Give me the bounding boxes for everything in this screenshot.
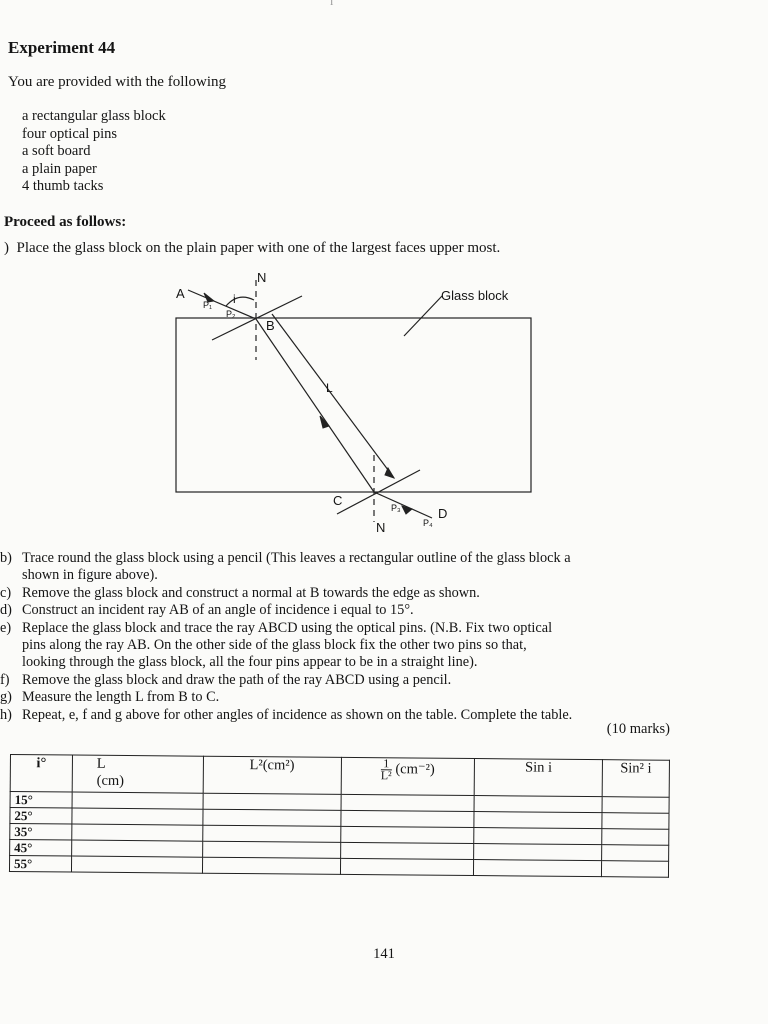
- l-squared-cell[interactable]: [203, 809, 341, 826]
- arrow-l: [385, 468, 394, 478]
- angle-cell: 15°: [10, 792, 72, 809]
- header-length: L (cm): [72, 755, 203, 793]
- sin-cell[interactable]: [474, 828, 602, 845]
- label-p1: P₁: [203, 300, 213, 310]
- step-marker: d): [0, 602, 12, 619]
- list-item: a plain paper: [22, 160, 97, 177]
- length-cell[interactable]: [72, 840, 203, 857]
- header-sin-i: Sin i: [474, 759, 602, 797]
- header-angle: i°: [10, 755, 72, 793]
- list-item: [0, 567, 572, 584]
- l-squared-cell[interactable]: [202, 857, 340, 874]
- step-marker: c): [0, 584, 12, 601]
- marks-label: (10 marks): [606, 721, 670, 737]
- list-item: [0, 550, 572, 567]
- list-item: [0, 602, 572, 619]
- step-text: pins along the ray AB. On the other side of the glass block fix the other two pins so that,: [22, 637, 527, 654]
- sin-cell[interactable]: [474, 812, 602, 829]
- label-b: B: [266, 318, 275, 333]
- step-text: Repeat, e, f and g above for other angles of incidence as shown on the table. Complete the table.: [22, 706, 573, 723]
- sin-cell[interactable]: [474, 860, 602, 877]
- angle-cell: 45°: [10, 840, 72, 857]
- length-cell[interactable]: [72, 792, 203, 809]
- length-cell[interactable]: [72, 824, 203, 841]
- header-inverse-l-squared: $\frac{1}{\text{L²}}$ (cm⁻²): [341, 757, 475, 795]
- label-p2: P₂: [226, 309, 236, 319]
- inverse-cell[interactable]: [340, 810, 474, 827]
- label-c: C: [333, 493, 343, 508]
- inverse-cell[interactable]: [340, 842, 474, 859]
- proceed-heading: Proceed as follows:: [4, 214, 127, 230]
- glass-block-leader: [404, 296, 442, 336]
- list-item: [0, 707, 572, 724]
- step-text: Replace the glass block and trace the ray ABCD using the optical pins. (N.B. Fix two optical: [22, 619, 553, 636]
- label-i: i: [233, 292, 236, 306]
- experiment-title: Experiment 44: [8, 38, 116, 57]
- step-text: Construct an incident ray AB of an angle of incidence i equal to 15°.: [22, 602, 414, 619]
- step-marker: f): [0, 671, 10, 688]
- sin-cell[interactable]: [474, 796, 602, 813]
- refracted-ray: [256, 319, 374, 492]
- step-text: looking through the glass block, all the four pins appear to be in a straight line).: [22, 654, 478, 671]
- step-text: Trace round the glass block using a pencil (This leaves a rectangular outline of the glass block a: [22, 550, 571, 566]
- step-text: Remove the glass block and construct a normal at B towards the edge as shown.: [22, 584, 480, 601]
- list-item: 4 thumb tacks: [22, 178, 104, 194]
- sin-squared-cell[interactable]: [602, 797, 669, 814]
- label-a: A: [176, 286, 185, 301]
- list-item: four optical pins: [22, 125, 118, 142]
- inverse-cell[interactable]: [341, 794, 475, 811]
- label-p3: P₃: [391, 503, 401, 513]
- step-marker: g): [0, 689, 12, 706]
- list-item: [0, 585, 572, 602]
- arrow-cd: [402, 506, 412, 514]
- step-text: Measure the length L from B to C.: [22, 689, 220, 706]
- list-item: [0, 689, 572, 706]
- length-cell[interactable]: [72, 808, 203, 825]
- length-L-line: [272, 314, 394, 478]
- header-l-squared: L²(cm²): [203, 756, 341, 794]
- list-item: [0, 654, 572, 671]
- step-marker: ): [4, 240, 9, 256]
- length-cell[interactable]: [71, 856, 202, 873]
- label-l: L: [326, 381, 333, 395]
- step-text: Place the glass block on the plain paper with one of the largest faces upper most.: [16, 240, 501, 256]
- label-d: D: [438, 506, 448, 521]
- angle-cell: 25°: [10, 808, 72, 825]
- angle-cell: 55°: [9, 856, 71, 873]
- l-squared-cell[interactable]: [202, 825, 340, 842]
- step-marker: b): [0, 550, 12, 566]
- list-item: a soft board: [22, 143, 91, 159]
- label-p4: P₄: [423, 518, 433, 528]
- sin-squared-cell[interactable]: [601, 861, 668, 878]
- l-squared-cell[interactable]: [202, 841, 340, 858]
- arrow-bc: [320, 416, 329, 428]
- sin-cell[interactable]: [474, 844, 602, 861]
- list-item: a rectangular glass block: [22, 108, 166, 124]
- angle-arc: [226, 297, 254, 306]
- results-table: [9, 754, 670, 878]
- l-squared-cell[interactable]: [203, 793, 341, 810]
- label-glass-block: Glass block: [441, 288, 509, 303]
- intro-text: You are provided with the following: [8, 74, 227, 90]
- sin-squared-cell[interactable]: [602, 813, 669, 830]
- list-item: [0, 637, 572, 654]
- sin-squared-cell[interactable]: [602, 845, 669, 862]
- list-item: [0, 672, 572, 689]
- step-marker: h): [0, 706, 12, 723]
- inverse-cell[interactable]: [340, 858, 474, 875]
- label-n-bottom: N: [376, 520, 386, 535]
- step-text: shown in figure above).: [22, 567, 158, 584]
- step-marker: e): [0, 619, 12, 636]
- glass-block-outline: [176, 318, 531, 492]
- sin-squared-cell[interactable]: [602, 829, 669, 846]
- emergent-ray: [374, 492, 432, 518]
- step-text: Remove the glass block and draw the path of the ray ABCD using a pencil.: [22, 671, 452, 688]
- margin-tick: ı: [330, 0, 334, 8]
- steps-list: [0, 550, 572, 724]
- incident-ray: [188, 290, 256, 319]
- page-number: 141: [373, 946, 395, 962]
- angle-cell: 35°: [10, 824, 72, 841]
- label-n-top: N: [257, 270, 267, 285]
- inverse-cell[interactable]: [340, 826, 474, 843]
- header-sin-squared-i: Sin² i: [602, 760, 669, 798]
- list-item: [0, 620, 572, 637]
- table-header-row: [10, 755, 669, 798]
